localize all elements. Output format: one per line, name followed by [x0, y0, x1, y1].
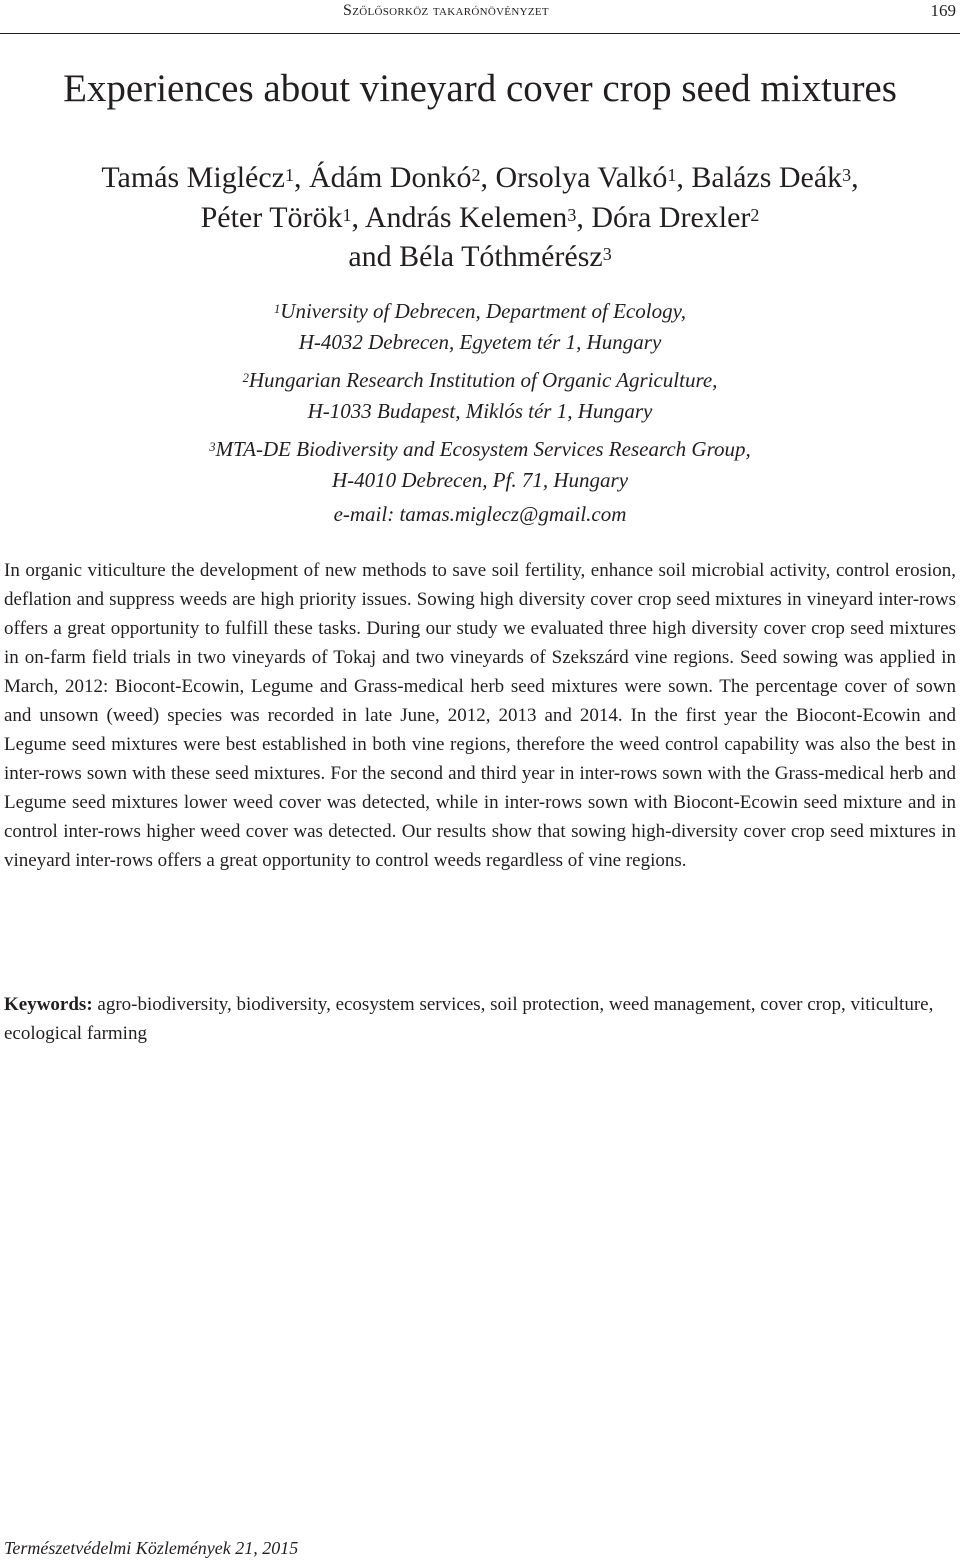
- header-rule: [0, 33, 960, 34]
- author-name: Orsolya Valkó: [495, 161, 668, 194]
- author-affiliation-mark: 1: [342, 204, 352, 225]
- article-title: Experiences about vineyard cover crop seed mixtures: [63, 67, 897, 110]
- author-name: Dóra Drexler: [591, 200, 751, 234]
- keywords-label: Keywords:: [4, 994, 93, 1015]
- abstract: In organic viticulture the development of new methods to save soil fertility, enhance soil microbial activity, control erosion, deflation and suppress weeds are high priority issues. Sowing high diversity cover crop seed mixtures in vineyard inter-rows offers a great opportunity to fulfill these tasks. During our study we evaluated three high diversity cover crop seed mixtures in on-farm field trials in two vineyards of Tokaj and two vineyards of Szekszárd vine regions. Seed sowing was applied in March, 2012: Biocont-Ecowin, Legume and Grass-medical herb seed mixtures were sown. The percentage cover of sown and unsown (weed) species was recorded in late June, 2012, 2013 and 2014. In the first year the Biocont-Ecowin and Legume seed mixtures were best established in both vine regions, therefore the weed control capability was also the best in inter-rows sown with these seed mixtures. For the second and third year in inter-rows sown with the Grass-medical herb and Legume seed mixtures lower weed cover was detected, while in inter-rows sown with Biocont-Ecowin seed mixture and in control inter-rows higher weed cover was detected. Our results show that sowing high-diversity cover crop seed mixtures in vineyard inter-rows offers a great opportunity to control weeds regardless of vine regions.: [4, 560, 956, 871]
- affiliation-number: 2: [242, 371, 249, 385]
- journal-footer: Természetvédelmi Közlemények 21, 2015: [4, 1538, 299, 1558]
- author-line-3: [0, 237, 960, 277]
- author-name: Péter Török: [200, 200, 343, 234]
- affiliation-text: Hungarian Research Institution of Organic Agriculture,: [248, 368, 718, 392]
- author-affiliation-mark: 1: [284, 165, 294, 185]
- author-affiliation-mark: 1: [667, 165, 677, 185]
- author-line-1: Tamás Miglécz$^1$, Ádám Donkó$^2$, Orsolya Valkó$^1$, Balázs Deák$^3$,: [101, 161, 859, 194]
- author-list: [0, 158, 960, 277]
- keywords-list: agro-biodiversity, biodiversity, ecosystem services, soil protection, weed management, cover crop, viticulture, ecological farming: [4, 994, 934, 1044]
- running-header: [0, 0, 960, 34]
- page-number: 169: [930, 1, 956, 20]
- affiliation-1-line-2: H-4032 Debrecen, Egyetem tér 1, Hungary: [298, 330, 662, 354]
- affiliation-number: 3: [209, 440, 216, 454]
- author-name: Balázs Deák: [691, 161, 843, 194]
- affiliation-2-line-1: [0, 365, 960, 396]
- author-affiliation-mark: 2: [471, 165, 481, 185]
- author-name: Tamás Miglécz: [101, 161, 285, 194]
- affiliation-list: [0, 296, 960, 530]
- author-affiliation-mark: 2: [750, 204, 760, 225]
- affiliation-text: University of Debrecen, Department of Ecology,: [280, 299, 686, 323]
- affiliation-2-line-2: H-1033 Budapest, Miklós tér 1, Hungary: [307, 399, 653, 423]
- author-name: Ádám Donkó: [308, 161, 472, 194]
- affiliation-3-line-1: [0, 434, 960, 465]
- keywords: [4, 990, 956, 1048]
- affiliation-3-line-2: H-4010 Debrecen, Pf. 71, Hungary: [331, 468, 629, 492]
- author-name: András Kelemen: [364, 200, 568, 234]
- author-joiner: and: [348, 240, 392, 273]
- contact-email: e-mail: tamas.miglecz@gmail.com: [333, 502, 627, 526]
- running-title: Szőlősorköz takarónövényzet: [343, 2, 549, 19]
- author-line-2: Péter Török$^1$, András Kelemen$^3$, Dóra Drexler$^2$: [200, 200, 760, 234]
- affiliation-1-line-1: [0, 296, 960, 327]
- affiliation-text: MTA-DE Biodiversity and Ecosystem Services Research Group,: [215, 437, 751, 461]
- author-affiliation-mark: 3: [602, 244, 612, 264]
- author-name: Béla Tóthmérész: [399, 240, 603, 273]
- author-affiliation-mark: 3: [567, 204, 577, 225]
- affiliation-number: 1: [274, 302, 281, 316]
- author-affiliation-mark: 3: [842, 165, 852, 185]
